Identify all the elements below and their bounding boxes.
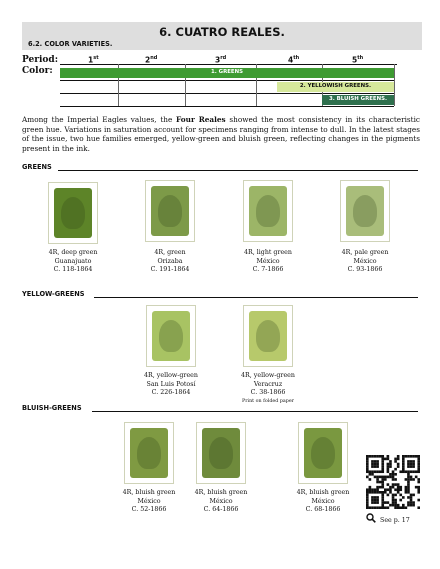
qr-module <box>376 488 379 491</box>
qr-module <box>399 470 402 473</box>
qr-module <box>381 486 384 489</box>
qr-module <box>412 463 415 466</box>
period-1: 1st <box>88 55 99 65</box>
qr-module <box>384 506 387 509</box>
qr-module <box>366 468 369 471</box>
qr-module <box>379 470 382 473</box>
qr-module <box>407 481 410 484</box>
qr-module <box>412 460 415 463</box>
qr-module <box>405 486 408 489</box>
qr-module <box>399 499 402 502</box>
qr-module <box>369 455 372 458</box>
qr-module <box>412 465 415 468</box>
qr-module <box>394 504 397 507</box>
qr-module <box>381 463 384 466</box>
qr-module <box>366 506 369 509</box>
qr-module <box>366 458 369 461</box>
color-label: Color: <box>22 66 53 76</box>
qr-module <box>366 470 369 473</box>
qr-module <box>407 465 410 468</box>
qr-module <box>407 478 410 481</box>
qr-module <box>366 501 369 504</box>
timeline-axis <box>60 64 397 65</box>
qr-module <box>394 458 397 461</box>
qr-module <box>366 496 369 499</box>
qr-module <box>407 483 410 486</box>
qr-module <box>392 504 395 507</box>
qr-module <box>399 494 402 497</box>
qr-module <box>394 468 397 471</box>
stamp-caption: 4R, yellow-green San Luis Potosí C. 226-1864 <box>144 372 198 397</box>
qr-module <box>366 491 369 494</box>
period-5: 5th <box>352 55 364 65</box>
stamp-image <box>298 422 348 484</box>
qr-module <box>405 491 408 494</box>
qr-module <box>392 476 395 479</box>
qr-module <box>376 470 379 473</box>
qr-module <box>381 455 384 458</box>
stamp-note: Print on folded paper <box>242 399 294 404</box>
qr-module <box>374 488 377 491</box>
color-bar-greens: 1. GREENS <box>60 68 394 78</box>
qr-module <box>379 491 382 494</box>
qr-module <box>381 494 384 497</box>
qr-module <box>417 488 420 491</box>
qr-module <box>402 465 405 468</box>
qr-module <box>407 486 410 489</box>
qr-module <box>376 506 379 509</box>
section-title-greens: GREENS <box>22 163 52 171</box>
qr-module <box>371 460 374 463</box>
qr-module <box>366 494 369 497</box>
qr-module <box>366 463 369 466</box>
qr-module <box>389 465 392 468</box>
qr-module <box>376 491 379 494</box>
qr-module <box>407 476 410 479</box>
qr-module <box>379 455 382 458</box>
qr-module <box>392 483 395 486</box>
period-3: 3rd <box>215 55 227 65</box>
qr-module <box>402 504 405 507</box>
section-rule <box>58 170 418 171</box>
qr-module <box>407 504 410 507</box>
qr-module <box>381 501 384 504</box>
period-divider <box>394 64 395 106</box>
qr-module <box>399 488 402 491</box>
qr-module <box>366 504 369 507</box>
qr-module <box>410 478 413 481</box>
qr-module <box>410 496 413 499</box>
qr-module <box>387 494 390 497</box>
qr-module <box>369 491 372 494</box>
qr-module <box>381 476 384 479</box>
qr-module <box>371 496 374 499</box>
see-reference-link[interactable]: See p. 17 <box>380 517 410 524</box>
section-rule <box>94 297 418 298</box>
qr-module <box>410 501 413 504</box>
qr-module <box>402 455 405 458</box>
qr-module <box>376 463 379 466</box>
qr-module <box>415 455 418 458</box>
qr-module <box>394 478 397 481</box>
period-2: 2nd <box>145 55 158 65</box>
qr-module <box>381 491 384 494</box>
qr-module <box>417 460 420 463</box>
qr-module <box>405 488 408 491</box>
qr-module <box>384 458 387 461</box>
qr-module <box>394 499 397 502</box>
qr-module <box>371 501 374 504</box>
qr-module <box>389 488 392 491</box>
qr-module <box>376 455 379 458</box>
qr-module <box>412 455 415 458</box>
qr-module <box>412 478 415 481</box>
qr-module <box>397 483 400 486</box>
qr-module <box>374 465 377 468</box>
qr-module <box>417 478 420 481</box>
qr-module <box>417 470 420 473</box>
qr-module <box>397 491 400 494</box>
qr-module <box>392 499 395 502</box>
qr-module <box>371 488 374 491</box>
qr-module <box>369 470 372 473</box>
qr-module <box>379 476 382 479</box>
qr-module <box>405 506 408 509</box>
page-title: 6. CUATRO REALES. <box>159 25 285 39</box>
qr-module <box>387 476 390 479</box>
qr-module <box>410 499 413 502</box>
qr-module <box>402 470 405 473</box>
qr-module <box>371 463 374 466</box>
stamp-image <box>243 180 293 242</box>
qr-module <box>384 501 387 504</box>
qr-module <box>410 465 413 468</box>
qr-module <box>417 463 420 466</box>
qr-module <box>376 478 379 481</box>
qr-module <box>394 494 397 497</box>
qr-module <box>407 473 410 476</box>
qr-module <box>387 455 390 458</box>
qr-module <box>407 496 410 499</box>
qr-module <box>371 465 374 468</box>
qr-module <box>387 470 390 473</box>
stamp-caption: 4R, pale green México C. 93-1866 <box>341 249 389 274</box>
qr-module <box>405 470 408 473</box>
qr-module <box>381 478 384 481</box>
stamp-image <box>196 422 246 484</box>
qr-module <box>369 486 372 489</box>
qr-module <box>371 499 374 502</box>
qr-module <box>410 504 413 507</box>
qr-module <box>366 499 369 502</box>
stamp-image <box>243 305 293 367</box>
qr-module <box>405 455 408 458</box>
qr-module <box>374 460 377 463</box>
stamp-image <box>340 180 390 242</box>
qr-module <box>389 473 392 476</box>
qr-module <box>397 458 400 461</box>
qr-module <box>394 473 397 476</box>
qr-module <box>374 506 377 509</box>
qr-module <box>381 458 384 461</box>
qr-module <box>407 470 410 473</box>
qr-module <box>387 458 390 461</box>
stamp-caption: 4R, yellow-green Veracruz C. 38-1866 <box>241 372 295 397</box>
qr-module <box>387 506 390 509</box>
qr-module <box>410 455 413 458</box>
qr-module <box>376 499 379 502</box>
qr-module <box>374 455 377 458</box>
qr-module <box>366 488 369 491</box>
qr-module <box>374 496 377 499</box>
qr-module <box>379 486 382 489</box>
qr-module <box>417 499 420 502</box>
qr-module <box>376 501 379 504</box>
qr-module <box>392 473 395 476</box>
qr-module <box>397 465 400 468</box>
qr-module <box>394 506 397 509</box>
qr-module <box>381 465 384 468</box>
qr-module <box>405 478 408 481</box>
qr-module <box>407 501 410 504</box>
qr-module <box>417 486 420 489</box>
qr-module <box>394 460 397 463</box>
qr-module <box>397 506 400 509</box>
qr-module <box>366 460 369 463</box>
qr-module <box>417 458 420 461</box>
color-bar-yellowish-greens: 2. YELLOWISH GREENS. <box>277 82 394 92</box>
stamp-caption: 4R, bluish green México C. 68-1866 <box>296 489 350 514</box>
qr-module <box>410 460 413 463</box>
qr-module <box>389 486 392 489</box>
qr-module <box>374 470 377 473</box>
qr-module <box>376 496 379 499</box>
qr-module <box>415 486 418 489</box>
qr-module <box>397 488 400 491</box>
qr-module <box>376 476 379 479</box>
qr-module <box>389 504 392 507</box>
qr-module <box>369 488 372 491</box>
qr-module <box>417 465 420 468</box>
qr-module <box>399 486 402 489</box>
magnifier-icon[interactable] <box>366 513 376 523</box>
qr-module <box>392 486 395 489</box>
qr-module <box>402 468 405 471</box>
qr-module <box>397 455 400 458</box>
qr-module <box>381 481 384 484</box>
qr-module <box>384 478 387 481</box>
qr-module <box>381 468 384 471</box>
qr-module <box>402 506 405 509</box>
qr-module <box>384 488 387 491</box>
qr-module <box>392 494 395 497</box>
qr-module <box>417 468 420 471</box>
qr-module <box>371 473 374 476</box>
qr-module <box>387 468 390 471</box>
qr-module <box>417 455 420 458</box>
qr-module <box>394 488 397 491</box>
qr-module <box>376 481 379 484</box>
qr-module <box>381 470 384 473</box>
qr-module <box>387 488 390 491</box>
qr-module <box>417 491 420 494</box>
qr-module <box>397 486 400 489</box>
qr-module <box>392 496 395 499</box>
qr-module <box>387 483 390 486</box>
stamp-caption: 4R, deep green Guanajuato C. 118-1864 <box>48 249 98 274</box>
qr-code-icon[interactable] <box>366 455 420 509</box>
qr-module <box>410 494 413 497</box>
qr-module <box>417 481 420 484</box>
qr-module <box>366 476 369 479</box>
qr-module <box>415 476 418 479</box>
qr-module <box>394 483 397 486</box>
qr-module <box>381 499 384 502</box>
qr-module <box>397 504 400 507</box>
timeline-row-divider <box>60 80 394 81</box>
qr-module <box>374 491 377 494</box>
qr-module <box>366 465 369 468</box>
qr-module <box>407 460 410 463</box>
qr-module <box>376 486 379 489</box>
qr-module <box>392 478 395 481</box>
qr-module <box>412 494 415 497</box>
qr-module <box>417 506 420 509</box>
qr-module <box>369 478 372 481</box>
stamp-image <box>146 305 196 367</box>
qr-module <box>407 463 410 466</box>
stamp-caption: 4R, bluish green México C. 52-1866 <box>122 489 176 514</box>
qr-module <box>402 458 405 461</box>
qr-module <box>384 491 387 494</box>
qr-module <box>371 455 374 458</box>
intro-paragraph: Among the Imperial Eagles values, the Four Reales showed the most consistency in its characteristic green hue. Variations in saturation account for specimens ranging from intense to dull. In the latest stages of the issue, two hue families emerged, yellow-green and bluish green, reflecting changes in the pigments present in the ink. <box>22 115 421 153</box>
timeline-row-divider <box>60 93 394 94</box>
qr-module <box>412 501 415 504</box>
qr-module <box>407 491 410 494</box>
qr-module <box>389 476 392 479</box>
qr-module <box>376 465 379 468</box>
qr-module <box>374 476 377 479</box>
stamp-caption: 4R, light green México C. 7-1866 <box>244 249 292 274</box>
qr-module <box>387 465 390 468</box>
qr-module <box>407 455 410 458</box>
stamp-caption: 4R, green Orizaba C. 191-1864 <box>150 249 190 274</box>
color-bar-bluish-greens: 3. BLUISH GREENS. <box>322 95 394 105</box>
stamp-image <box>124 422 174 484</box>
qr-module <box>381 496 384 499</box>
qr-module <box>389 491 392 494</box>
qr-module <box>369 506 372 509</box>
stamp-caption: 4R, bluish green México C. 64-1866 <box>194 489 248 514</box>
qr-module <box>410 476 413 479</box>
qr-module <box>381 483 384 486</box>
qr-module <box>371 470 374 473</box>
qr-module <box>381 506 384 509</box>
qr-module <box>399 506 402 509</box>
qr-module <box>415 470 418 473</box>
qr-module <box>379 481 382 484</box>
period-label: Period: <box>22 55 59 65</box>
qr-module <box>374 499 377 502</box>
qr-module <box>392 470 395 473</box>
page-subtitle: 6.2. COLOR VARIETIES. <box>28 40 113 48</box>
qr-module <box>394 501 397 504</box>
qr-module <box>366 455 369 458</box>
stamp-image <box>48 182 98 244</box>
qr-module <box>389 460 392 463</box>
qr-module <box>402 496 405 499</box>
qr-module <box>410 463 413 466</box>
qr-module <box>412 504 415 507</box>
qr-module <box>389 463 392 466</box>
qr-module <box>384 476 387 479</box>
qr-module <box>410 470 413 473</box>
qr-module <box>371 506 374 509</box>
qr-module <box>381 504 384 507</box>
qr-module <box>397 463 400 466</box>
section-rule <box>92 411 418 412</box>
qr-module <box>402 463 405 466</box>
qr-module <box>392 501 395 504</box>
qr-module <box>381 460 384 463</box>
period-4: 4th <box>288 55 300 65</box>
section-title-bluish-greens: BLUISH-GREENS <box>22 404 82 412</box>
qr-module <box>379 506 382 509</box>
qr-module <box>374 501 377 504</box>
qr-module <box>402 460 405 463</box>
qr-module <box>369 473 372 476</box>
stamp-image <box>145 180 195 242</box>
qr-module <box>412 470 415 473</box>
qr-module <box>387 501 390 504</box>
qr-module <box>387 463 390 466</box>
timeline-row-divider <box>60 106 394 107</box>
qr-module <box>407 488 410 491</box>
qr-module <box>371 491 374 494</box>
qr-module <box>376 460 379 463</box>
qr-module <box>374 463 377 466</box>
section-title-yellow-greens: YELLOW-GREENS <box>22 290 85 298</box>
